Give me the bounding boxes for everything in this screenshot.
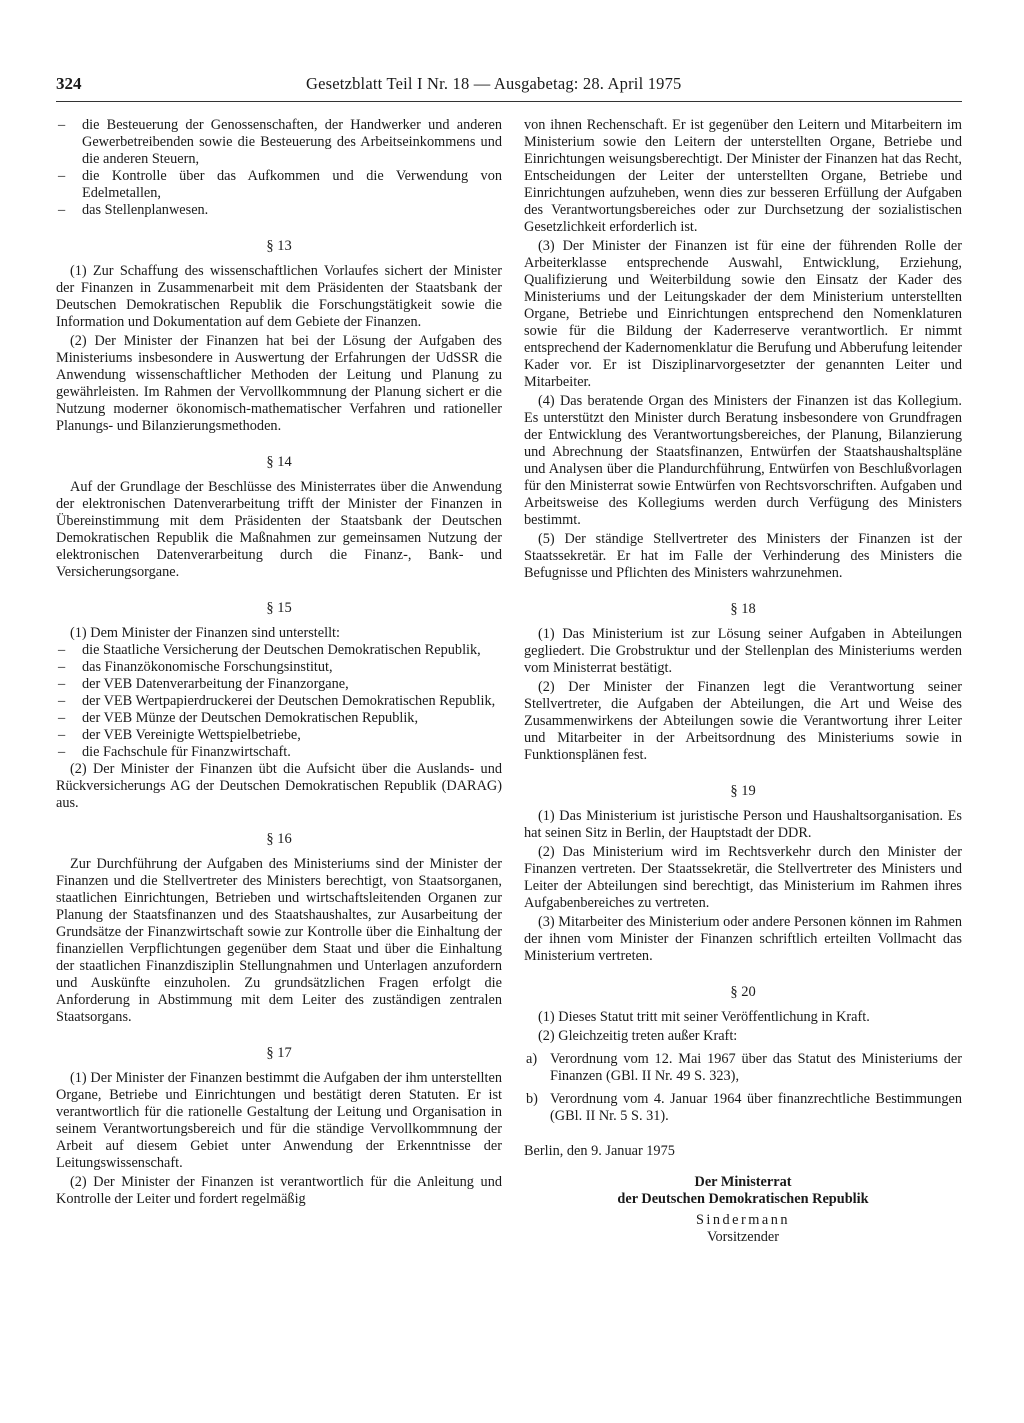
section-heading-17: § 17 [266, 1045, 292, 1061]
page-header [56, 74, 962, 102]
page-number: 324 [56, 74, 82, 93]
place-date: Berlin, den 9. Januar 1975 [524, 1143, 675, 1159]
authority-line: Der Ministerrat [694, 1174, 792, 1190]
list-item-text: Verordnung vom 12. Mai 1967 über das Statut des Ministeriums der Finanzen (GBl. II Nr. 49 S. 323), [550, 1051, 962, 1084]
list-item: – der VEB Datenverarbeitung der Finanzorgane, [56, 676, 502, 693]
paragraph: (1) Der Minister der Finanzen bestimmt die Aufgaben der ihm unterstellten Organe, Betriebe und Einrichtungen und bestätigt deren Statuten. Er ist verantwortlich für die rationelle Gestaltung der Leitung und Organisation in seinem Verantwortungsbereich und für die ständige Vervollkommnung der Arbeit auf diesem Gebiet unter Anwendung der Erkenntnisse der Leitungswissenschaft. [56, 1070, 502, 1171]
signature-block [524, 1174, 962, 1246]
paragraph: (5) Der ständige Stellvertreter des Ministers der Finanzen ist der Staatssekretär. Er hat im Falle der Verhinderung des Ministers die Befugnisse und Pflichten des Ministers wahrzunehmen. [524, 531, 962, 581]
section-heading-19: § 19 [730, 783, 756, 799]
list-item: – die Staatliche Versicherung der Deutschen Demokratischen Republik, [56, 642, 502, 659]
list-item-text: Verordnung vom 4. Januar 1964 über finanzrechtliche Bestimmungen (GBl. II Nr. 5 S. 31). [550, 1091, 962, 1124]
running-title: Gesetzblatt Teil I Nr. 18 — Ausgabetag: 28. April 1975 [306, 74, 682, 93]
paragraph: Zur Durchführung der Aufgaben des Ministeriums sind der Minister der Finanzen und die Stellvertreter des Ministers berechtigt, von Staatsorganen, staatlichen Einrichtungen, Betrieben und wirtschaftsleitenden Organen zur Planung der Staatsfinanzen und des Staatshaushaltes, zur Ausarbeitung der Grundsätze der Finanzwirtschaft sowie zur Kontrolle über die Einhaltung der finanziellen Verpflichtungen gegenüber dem Staat und über die Einhaltung der staatlichen Finanzdisziplin Stellungnahmen und Unterlagen anzufordern und Auskünfte einzuholen. Zu grundsätzlichen Fragen erfolgt die Anforderung in Abstimmung mit dem Leiter des zuständigen zentralen Staatsorgans. [56, 856, 502, 1025]
signatory-name: Sindermann [695, 1212, 791, 1228]
paragraph: (2) Gleichzeitig treten außer Kraft: [538, 1028, 738, 1044]
list-item: – das Finanzökonomische Forschungsinstitut, [56, 659, 502, 676]
paragraph: (3) Mitarbeiter des Ministerium oder andere Personen können im Rahmen der ihnen vom Minister der Finanzen schriftlich erteilten Vollmacht das Ministerium vertreten. [524, 914, 962, 964]
paragraph: (1) Dieses Statut tritt mit seiner Veröffentlichung in Kraft. [538, 1009, 870, 1025]
paragraph: (2) Der Minister der Finanzen legt die Verantwortung seiner Stellvertreter, die Aufgaben der Abteilungen, die Art und Weise des Zusammenwirkens der Abteilungen sowie die Verantwortung ihrer Leiter und Mitarbeiter in der Arbeitsordnung des Ministeriums sowie in Funktionsplänen fest. [524, 679, 962, 763]
list-item [524, 1051, 962, 1085]
section-heading-15: § 15 [266, 600, 292, 616]
header-rule [56, 101, 962, 102]
list-item: – die Fachschule für Finanzwirtschaft. [56, 744, 502, 761]
paragraph: (1) Dem Minister der Finanzen sind unterstellt: [70, 625, 340, 641]
paragraph: (1) Das Ministerium ist juristische Person und Haushaltsorganisation. Es hat seinen Sitz in Berlin, der Hauptstadt der DDR. [524, 808, 962, 841]
paragraph: (1) Zur Schaffung des wissenschaftlichen Vorlaufes sichert der Minister der Finanzen in Zusammenarbeit mit dem Präsidenten der Staatsbank der Deutschen Demokratischen Republik die Forschungstätigkeit sowie die Information und Dokumentation auf dem Gebiete der Finanzen. [56, 263, 502, 330]
section-heading-13: § 13 [266, 238, 292, 254]
list-item: – das Stellenplanwesen. [56, 202, 502, 219]
list-marker: a) [526, 1051, 538, 1067]
paragraph: (2) Das Ministerium wird im Rechtsverkehr durch den Minister der Finanzen vertreten. Der Staatssekretär, die Stellvertreter des Ministers und Leiter der Abteilungen sind berechtigt, das Ministerium im Rahmen ihres Aufgabenbereiches zu vertreten. [524, 844, 962, 911]
list-marker: b) [526, 1091, 538, 1107]
paragraph: (3) Der Minister der Finanzen ist für eine der führenden Rolle der Arbeiterklasse entsprechende Auswahl, Entwicklung, Erziehung, Qualifizierung und Weiterbildung sowie den Einsatz der Kader des Ministeriums und der Leitungskader der dem Ministerium unterstellten Organe, Betriebe und Einrichtungen entsprechend den Nomenklaturen sowie für die Bildung der Kaderreserve verantwortlich. Er nimmt entsprechend der Kadernomenklatur die Berufung und Abberufung leitender Kader vor. Er ist Disziplinarvorgesetzter der genannten Leiter und Mitarbeiter. [524, 238, 962, 390]
section-heading-18: § 18 [730, 601, 756, 617]
paragraph: (4) Das beratende Organ des Ministers der Finanzen ist das Kollegium. Es unterstützt den Minister durch Beratung insbesondere von Grundfragen der Entwicklung des Verantwortungsbereiches, der Planung, Bilanzierung und Abrechnung der Staatsfinanzen, Entwürfen der Staatshaushaltspläne und Analysen über die Plandurchführung, Entwürfen von Beschlußvorlagen für den Ministerrat sowie Entwürfen von Rechtsvorschriften. Aufgaben und Arbeitsweise des Kollegiums werden durch Verfügung des Ministers bestimmt. [524, 393, 962, 528]
right-column [524, 117, 962, 1246]
paragraph: Auf der Grundlage der Beschlüsse des Ministerrates über die Anwendung der elektronischen Datenverarbeitung trifft der Minister der Finanzen in Übereinstimmung mit dem Präsidenten der Staatsbank der Deutschen Demokratischen Republik die Maßnahmen zur gemeinsamen Nutzung der elektronischen Datenverarbeitung durch die Finanz-, Bank- und Versicherungsorgane. [56, 479, 502, 580]
section-heading-20: § 20 [730, 984, 756, 1000]
paragraph: von ihnen Rechenschaft. Er ist gegenüber den Leitern und Mitarbeitern im Ministerium sowie den Leitern der unterstellten Organe, Betriebe und Einrichtungen weisungsberechtigt. Der Minister der Finanzen hat das Recht, Entscheidungen der Leiter der unterstellten Organe, Betriebe und Einrichtungen aufzuheben, wenn dies zur besseren Erfüllung der Aufgaben des Verantwortungsbereiches oder zur Durchsetzung der sozialistischen Gesetzlichkeit erforderlich ist. [524, 117, 962, 235]
list-item: – die Kontrolle über das Aufkommen und die Verwendung von Edelmetallen, [56, 168, 502, 202]
list-item: – der VEB Vereinigte Wettspielbetriebe, [56, 727, 502, 744]
left-column [56, 117, 502, 1208]
section-heading-14: § 14 [266, 454, 292, 470]
list-item: – der VEB Wertpapierdruckerei der Deutschen Demokratischen Republik, [56, 693, 502, 710]
paragraph: (1) Das Ministerium ist zur Lösung seiner Aufgaben in Abteilungen gegliedert. Die Grobstruktur und der Stellenplan des Ministeriums werden vom Ministerrat bestätigt. [524, 626, 962, 676]
paragraph: (2) Der Minister der Finanzen ist verantwortlich für die Anleitung und Kontrolle der Leiter und fordert regelmäßig [56, 1174, 502, 1207]
paragraph: (2) Der Minister der Finanzen übt die Aufsicht über die Auslands- und Rückversicherungs AG der Deutschen Demokratischen Republik (DARAG) aus. [56, 761, 502, 811]
list-item: – der VEB Münze der Deutschen Demokratischen Republik, [56, 710, 502, 727]
authority-line: der Deutschen Demokratischen Republik [617, 1191, 869, 1207]
paragraph: (2) Der Minister der Finanzen hat bei der Lösung der Aufgaben des Ministeriums insbesondere in Auswertung der Erfahrungen der UdSSR die Anwendung wissenschaftlicher Methoden der Leitung und Planung zu gewährleisten. Im Rahmen der Vervollkommnung der Planung sichert er die Nutzung moderner ökonomisch-mathematischer Verfahren und rationeller Planungs- und Bilanzierungsmethoden. [56, 333, 502, 434]
list-item: – die Besteuerung der Genossenschaften, der Handwerker und anderen Gewerbetreibenden sowie die Besteuerung des Arbeitseinkommens und die anderen Steuern, [56, 117, 502, 168]
signatory-title: Vorsitzender [707, 1229, 779, 1245]
list-item [524, 1091, 962, 1125]
section-heading-16: § 16 [266, 831, 292, 847]
